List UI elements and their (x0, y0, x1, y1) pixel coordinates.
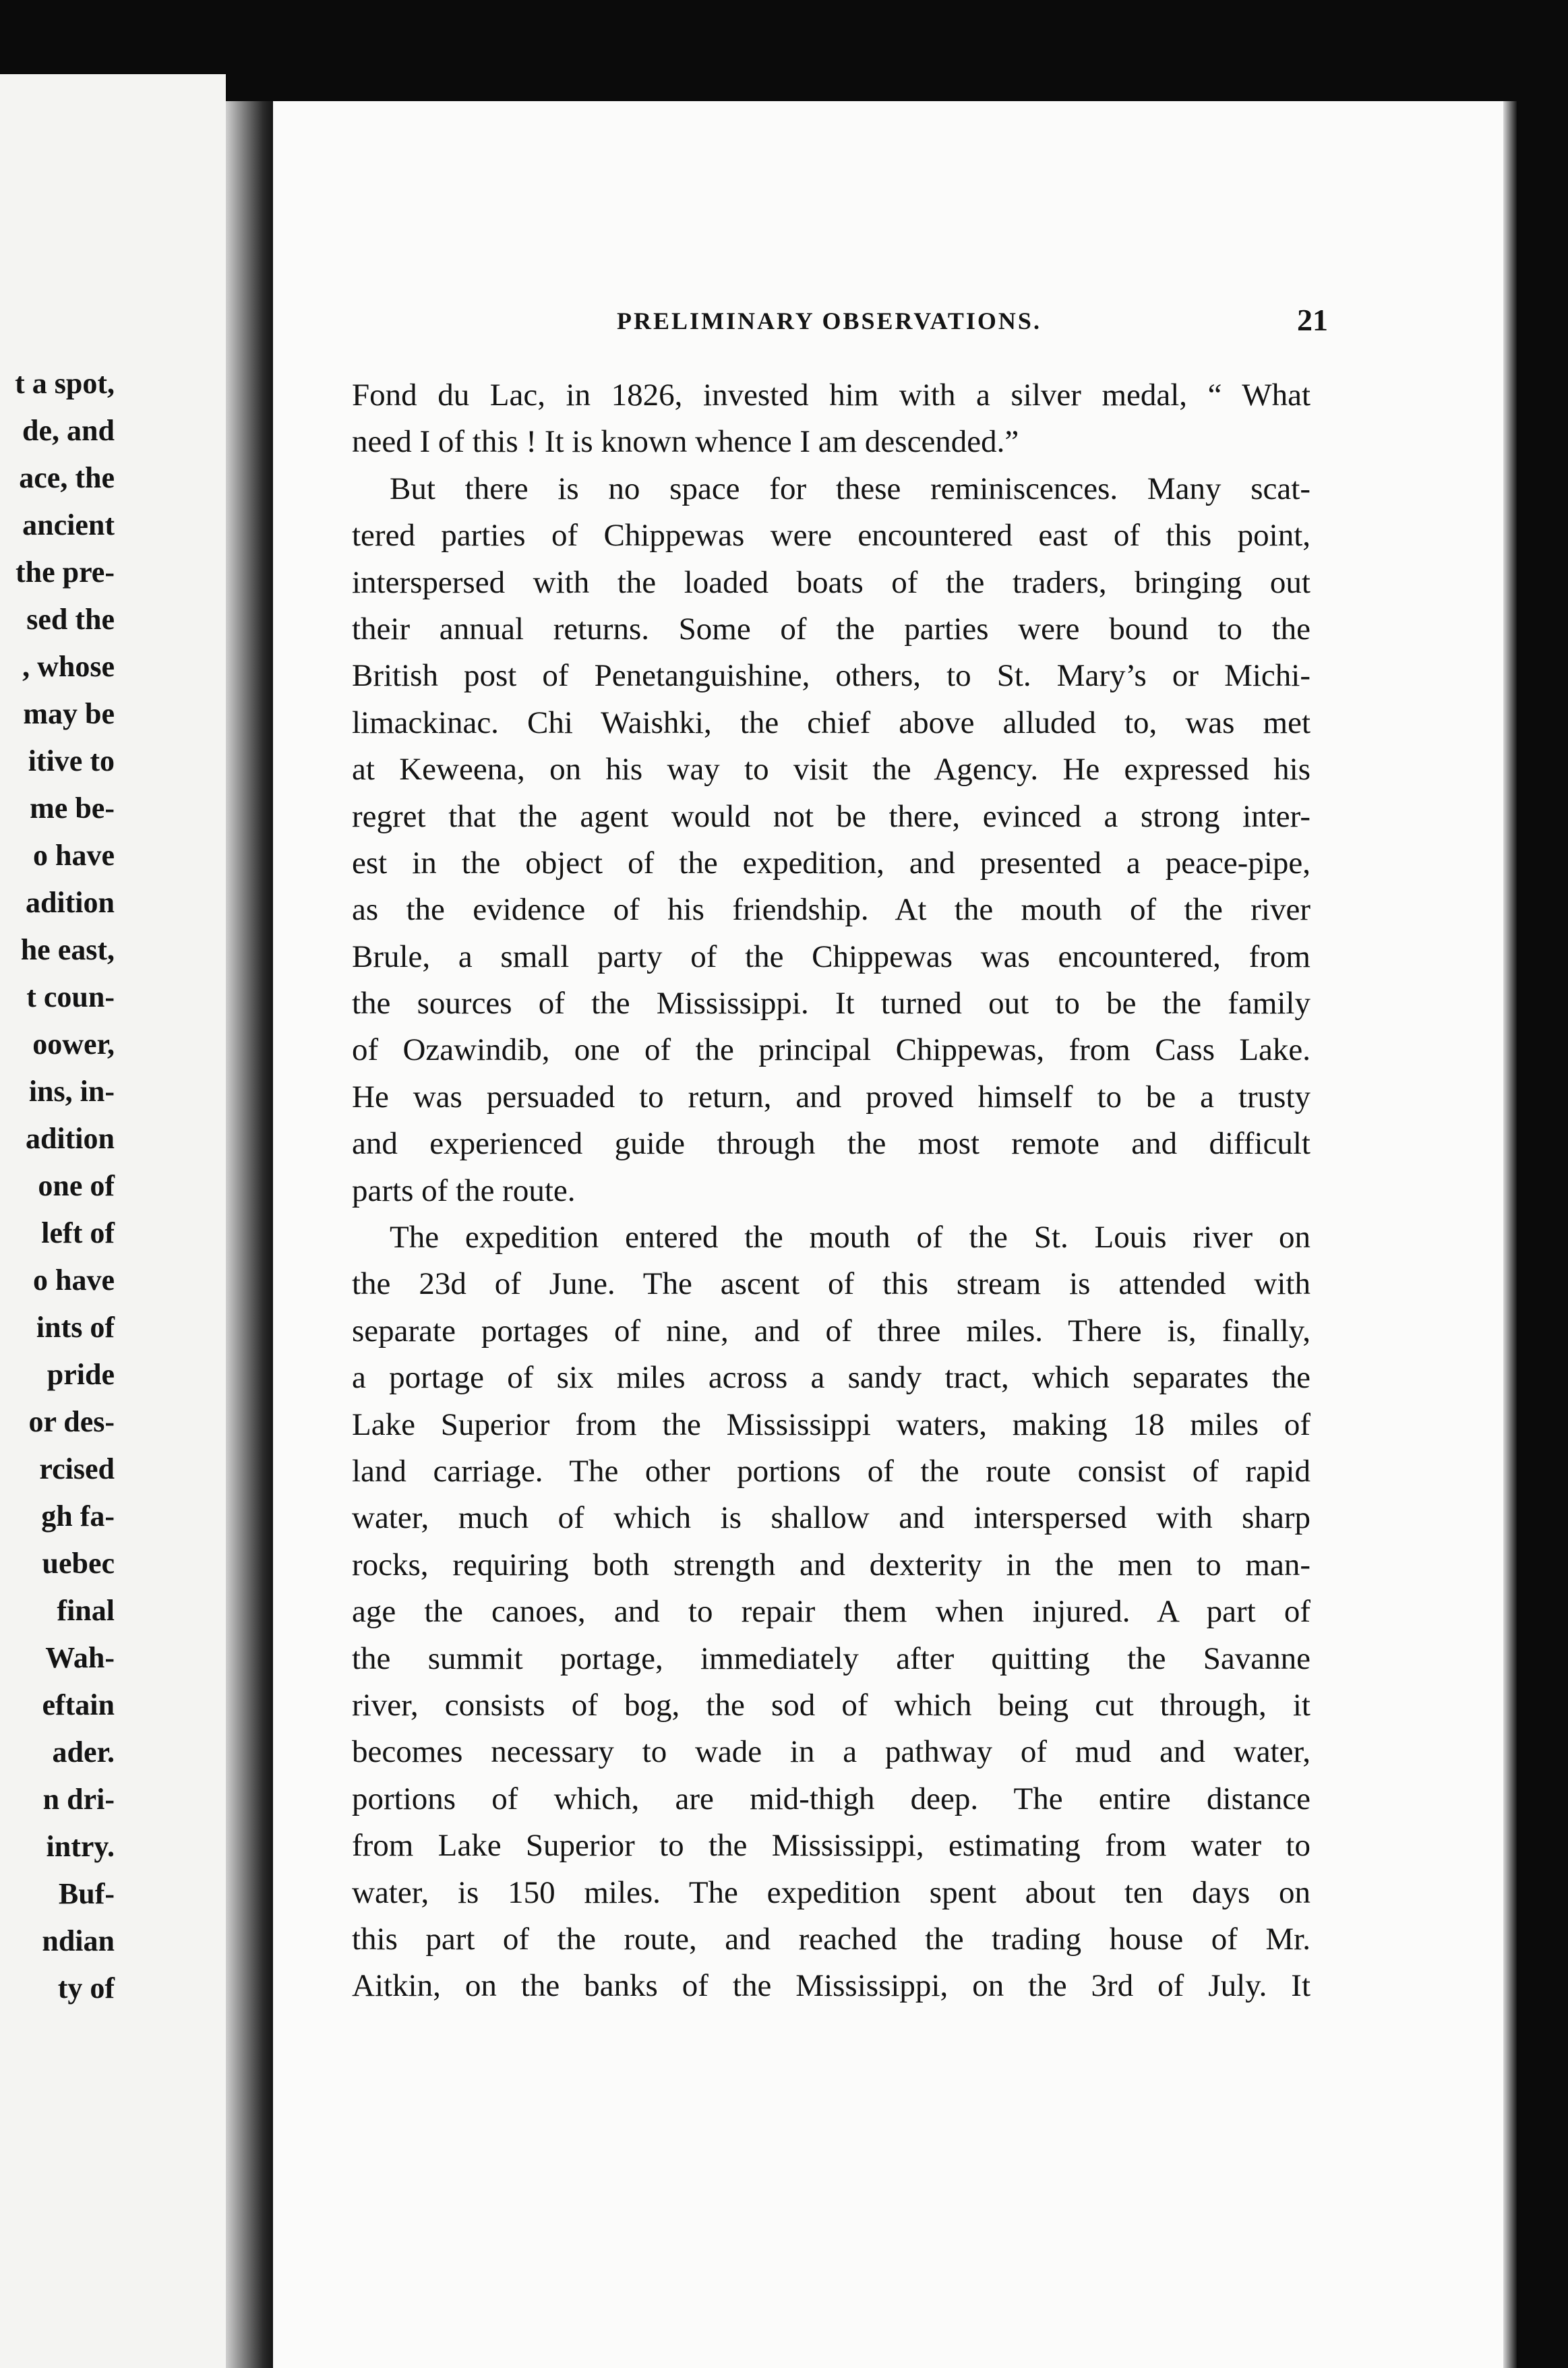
text-line: this part of the route, and reached the trading house of Mr. (352, 1921, 1310, 1957)
facing-page-line: me be- (30, 792, 115, 825)
paragraph (352, 466, 1310, 1214)
facing-page-line: adition (25, 886, 115, 919)
facing-page-line: de, and (22, 414, 115, 447)
text-line: at Keweena, on his way to visit the Agency. He expressed his (352, 752, 1310, 788)
facing-page-line: intry. (46, 1830, 115, 1863)
text-line: Brule, a small party of the Chippewas was encountered, from (352, 939, 1310, 974)
text-line: Fond du Lac, in 1826, invested him with a silver medal, “ What (352, 378, 1310, 413)
text-line: water, much of which is shallow and interspersed with sharp (352, 1500, 1310, 1536)
text-line: land carriage. The other portions of the route consist of rapid (352, 1453, 1310, 1489)
running-head: PRELIMINARY OBSERVATIONS. (617, 307, 1042, 334)
text-line: of Ozawindib, one of the principal Chippewas, from Cass Lake. (352, 1032, 1310, 1068)
text-line: Lake Superior from the Mississippi waters, making 18 miles of (352, 1407, 1310, 1442)
facing-page-line: Wah- (45, 1641, 115, 1674)
facing-page-line: ins, in- (28, 1075, 115, 1108)
text-line: becomes necessary to wade in a pathway of mud and water, (352, 1734, 1310, 1770)
facing-page-line: ader. (52, 1736, 115, 1769)
facing-page-line: Buf- (58, 1877, 115, 1910)
facing-page-line: or des- (28, 1405, 115, 1438)
text-line: interspersed with the loaded boats of the traders, bringing out (352, 564, 1310, 600)
paragraph (352, 372, 1310, 466)
facing-page-line: oower, (32, 1028, 115, 1061)
text-line: a portage of six miles across a sandy tract, which separates the (352, 1360, 1310, 1396)
text-line: need I of this ! It is known whence I am descended.” (352, 424, 1019, 460)
facing-page-line: uebec (42, 1547, 115, 1580)
text-line: age the canoes, and to repair them when injured. A part of (352, 1594, 1310, 1630)
text-line: He was persuaded to return, and proved himself to be a trusty (352, 1079, 1310, 1115)
facing-page-line: t a spot, (15, 367, 115, 400)
facing-page-line: n dri- (42, 1783, 115, 1816)
text-line: tered parties of Chippewas were encountered east of this point, (352, 518, 1310, 554)
facing-page-line: o have (33, 839, 115, 872)
facing-page-line: left of (41, 1216, 115, 1249)
text-line: and experienced guide through the most remote and difficult (352, 1126, 1310, 1162)
text-line: as the evidence of his friendship. At the mouth of the river (352, 892, 1310, 928)
text-line: parts of the route. (352, 1173, 576, 1208)
page-number: 21 (1297, 303, 1328, 337)
facing-page-line: sed the (26, 603, 115, 636)
text-line: separate portages of nine, and of three miles. There is, finally, (352, 1313, 1310, 1349)
facing-page-line: may be (23, 697, 115, 730)
facing-page-line: he east, (20, 933, 115, 966)
text-line: the 23d of June. The ascent of this stream is attended with (352, 1266, 1310, 1302)
text-line: limackinac. Chi Waishki, the chief above alluded to, was met (352, 705, 1310, 740)
text-line: The expedition entered the mouth of the St. Louis river on (390, 1220, 1310, 1255)
facing-page-line: ace, the (19, 461, 115, 494)
text-line: Aitkin, on the banks of the Mississippi, on the 3rd of July. It (352, 1968, 1310, 2004)
facing-page-line: adition (25, 1122, 115, 1155)
facing-page-line: pride (47, 1358, 115, 1391)
facing-page-line: ints of (36, 1311, 115, 1344)
facing-page-line: itive to (28, 744, 115, 777)
facing-page-line: ndian (42, 1924, 115, 1957)
facing-page-line: gh fa- (41, 1500, 115, 1533)
facing-page-line: rcised (39, 1452, 115, 1485)
page-edge-shadow (1503, 101, 1517, 2368)
text-line: their annual returns. Some of the parties were bound to the (352, 611, 1310, 647)
facing-page-line: one of (38, 1169, 115, 1202)
text-line: water, is 150 miles. The expedition spent about ten days on (352, 1874, 1310, 1910)
facing-page-line: ancient (22, 508, 115, 541)
facing-page-line: the pre- (15, 556, 115, 589)
text-line: British post of Penetanguishine, others, to St. Mary’s or Michi- (352, 658, 1310, 694)
text-line: est in the object of the expedition, and presented a peace-pipe, (352, 845, 1310, 881)
text-line: rocks, requiring both strength and dexterity in the men to man- (352, 1547, 1310, 1582)
text-line: the sources of the Mississippi. It turned out to be the family (352, 986, 1310, 1022)
text-line: the summit portage, immediately after quitting the Savanne (352, 1640, 1310, 1676)
facing-page-line: t coun- (26, 980, 115, 1013)
facing-page-line: o have (33, 1264, 115, 1297)
body-text (352, 372, 1310, 2010)
text-line: river, consists of bog, the sod of which being cut through, it (352, 1687, 1310, 1723)
text-line: from Lake Superior to the Mississippi, estimating from water to (352, 1828, 1310, 1864)
facing-page-line: ty of (57, 1972, 115, 2005)
book-gutter (226, 101, 273, 2368)
facing-page-line: eftain (42, 1688, 115, 1721)
facing-page-line: , whose (22, 650, 115, 683)
text-line: regret that the agent would not be there, evinced a strong inter- (352, 798, 1310, 834)
facing-page-text (0, 360, 115, 2012)
facing-page-line: final (57, 1594, 115, 1627)
text-line: But there is no space for these reminiscences. Many scat- (390, 471, 1310, 506)
paragraph (352, 1214, 1310, 2010)
text-line: portions of which, are mid-thigh deep. The entire distance (352, 1781, 1310, 1816)
